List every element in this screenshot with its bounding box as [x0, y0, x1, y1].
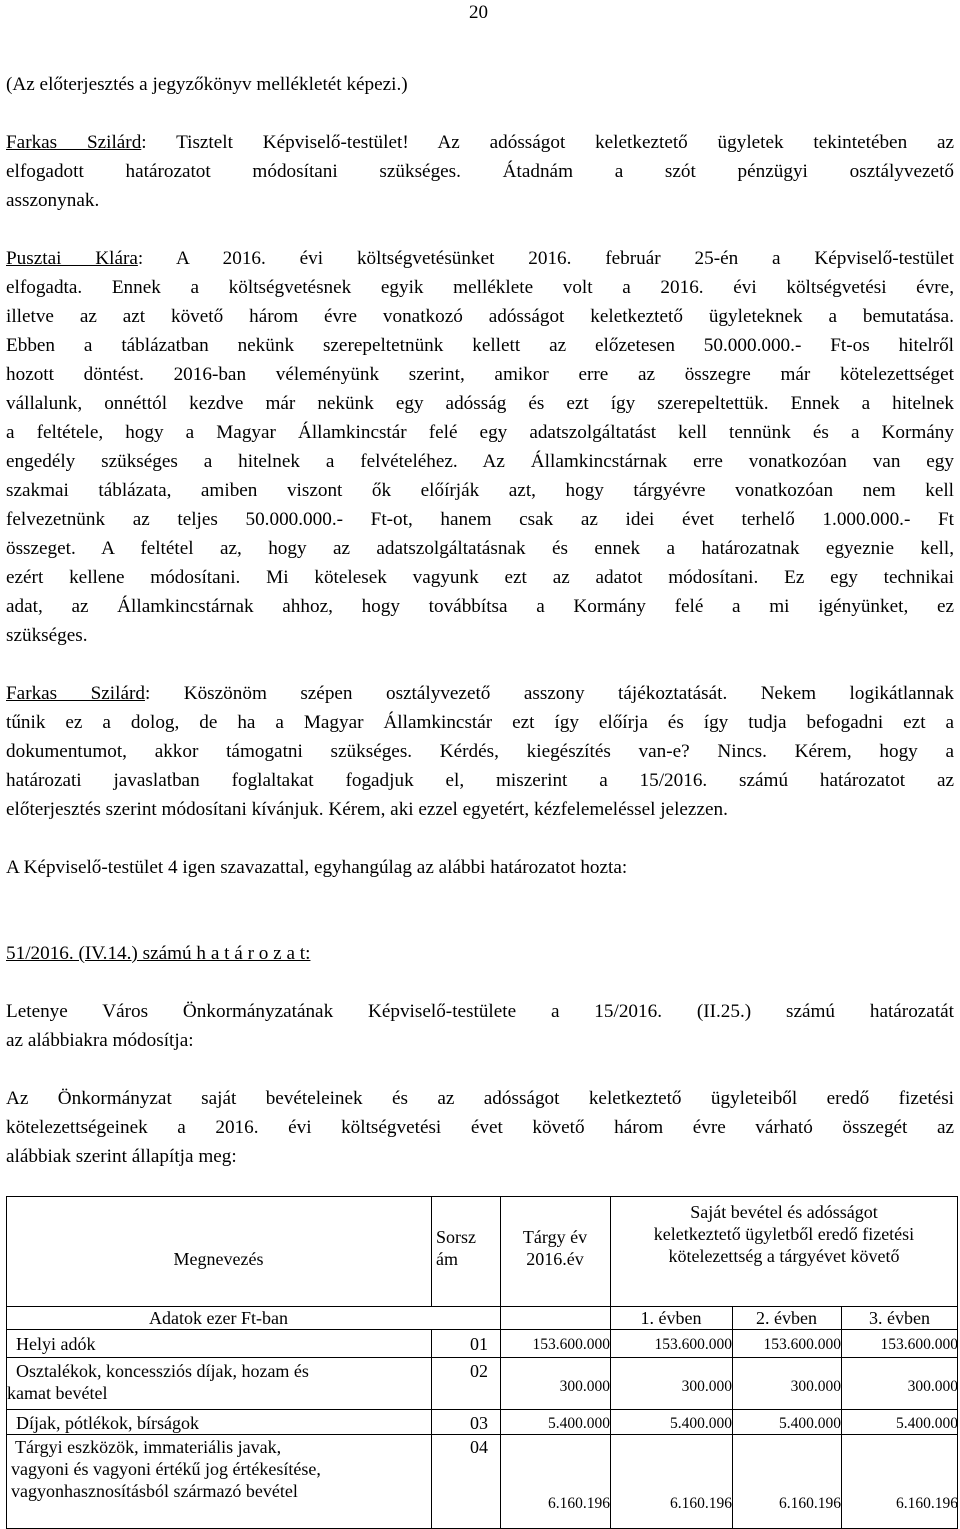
- attachment-note: (Az előterjesztés a jegyzőkönyv mellékletét képezi.): [6, 74, 408, 95]
- speaker-name: Pusztai Klára: [6, 248, 138, 269]
- value-text: 6.160.196: [896, 1495, 958, 1512]
- speech-line: szükséges.: [6, 625, 88, 646]
- resolution-line: Az Önkormányzat saját bevételeinek és az adósságot keletkeztető ügyleteiből eredő fizetési: [6, 1088, 954, 1109]
- header-targyev-line2: 2016.év: [526, 1249, 584, 1269]
- value-text: 5.400.000: [670, 1415, 732, 1432]
- speech-line: Ebben a táblázatban nekünk szerepeltetnünk kellett az előzetesen 50.000.000.- Ft-os hitelről: [6, 335, 954, 356]
- header-sajat-line1: Saját bevétel és adósságot: [690, 1202, 878, 1222]
- speech-line: elfogadta. Ennek a költségvetésnek egyik melléklete volt a 2016. évi költségvetési évre,: [6, 277, 954, 298]
- header-targyev-line1: Tárgy év: [522, 1227, 588, 1247]
- row-name-line: kamat bevétel: [7, 1383, 108, 1403]
- value-text: 153.600.000: [532, 1336, 610, 1353]
- header-targyev: [500, 1226, 610, 1270]
- table-row-name: Helyi adók: [16, 1334, 96, 1354]
- speech-line: tűnik ez a dolog, de ha a Magyar Államkincstár ezt így előírja és így tudja befogadni ezt a: [6, 712, 954, 733]
- resolution-title-text: 51/2016. (IV.14.) számú h a t á r o z a t:: [6, 943, 311, 964]
- value-text: 300.000: [907, 1378, 958, 1395]
- table-row-name: [7, 1360, 309, 1404]
- header-sorszam-line1: Sorsz: [436, 1227, 476, 1247]
- year1-label: 1. évben: [640, 1308, 702, 1328]
- table-cell-value: [500, 1493, 610, 1515]
- table-cell-value: [841, 1413, 958, 1435]
- value-text: 153.600.000: [763, 1336, 841, 1353]
- debt-table: [6, 1196, 958, 1529]
- row-name-line: Osztalékok, koncessziós díjak, hozam és: [16, 1361, 309, 1381]
- speech-line: adat, az Államkincstárnak ahhoz, hogy továbbítsa a Kormány felé a mi igényünket, ez: [6, 596, 954, 617]
- speech-text: : Tisztelt Képviselő-testület! Az adósságot keletkeztető ügyletek tekintetében az: [141, 132, 954, 153]
- value-text: 5.400.000: [779, 1415, 841, 1432]
- table-cell-value: [610, 1334, 732, 1356]
- speech-line: asszonynak.: [6, 190, 100, 211]
- table-cell-value: [841, 1493, 958, 1515]
- table-row-name: Díjak, pótlékok, bírságok: [16, 1413, 199, 1433]
- speech-text: : A 2016. évi költségvetésünket 2016. február 25-én a Képviselő-testület: [137, 248, 955, 269]
- table-cell-value: [610, 1413, 732, 1435]
- table-row-code: 02: [470, 1361, 488, 1381]
- table-cell-value: [732, 1413, 841, 1435]
- speech-line: vállalunk, onnéttól kezdve már nekünk egy adósság és ezt így szerepeltettük. Ennek a hitelnek: [6, 393, 954, 414]
- speaker-name: Farkas Szilárd: [6, 683, 145, 704]
- row-name-line: vagyonhasznosításból származó bevétel: [11, 1481, 298, 1501]
- speech-line: [6, 681, 954, 707]
- year2-label: 2. évben: [756, 1308, 817, 1328]
- speech-line: elfogadott határozatot módosítani szükséges. Átadnám a szót pénzügyi osztályvezető: [6, 161, 954, 182]
- table-row-code: 04: [470, 1437, 488, 1457]
- value-text: 300.000: [790, 1378, 841, 1395]
- resolution-line: Letenye Város Önkormányzatának Képviselő-testülete a 15/2016. (II.25.) számú határozatát: [6, 1001, 954, 1022]
- speech-line: illetve az azt követő három évre vonatkozó adósságot keletkeztető ügyleteknek a bemutatása.: [6, 306, 954, 327]
- value-text: 153.600.000: [654, 1336, 732, 1353]
- vote-result: A Képviselő-testület 4 igen szavazattal, egyhangúlag az alábbi határozatot hozta:: [6, 857, 628, 878]
- value-text: 153.600.000: [880, 1336, 958, 1353]
- table-cell-value: [500, 1376, 610, 1398]
- value-text: 300.000: [559, 1378, 610, 1395]
- table-rule: [6, 1196, 958, 1197]
- speech-line: ezért kellene módosítani. Mi kötelesek vagyunk ezt az adatot módosítani. Ez egy technikai: [6, 567, 954, 588]
- row-name-line: Tárgyi eszközök, immateriális javak,: [15, 1437, 282, 1457]
- value-text: 5.400.000: [896, 1415, 958, 1432]
- value-text: 5.400.000: [548, 1415, 610, 1432]
- header-sajat-bevetel: [610, 1201, 958, 1267]
- speech-line: szakmai táblázata, amiben viszont ők előírják azt, hogy tárgyévre vonatkozóan nem kell: [6, 480, 954, 501]
- value-text: 6.160.196: [779, 1495, 841, 1512]
- row-name-line: vagyoni és vagyoni értékű jog értékesítése,: [11, 1459, 321, 1479]
- header-sajat-line3: kötelezettség a tárgyévet követő: [668, 1246, 900, 1266]
- speech-line: felvezetnünk az teljes 50.000.000.- Ft-ot, hanem csak az idei évet terhelő 1.000.000.- Ft: [6, 509, 954, 530]
- speaker-name: Farkas Szilárd: [6, 132, 142, 153]
- table-row-code: 03: [470, 1413, 488, 1433]
- table-rule: [431, 1329, 432, 1529]
- table-cell-value: [732, 1493, 841, 1515]
- speech-line: összeget. A feltétel az, hogy az adatszolgáltatásnak és ennek a határozatnak egyeznie kell,: [6, 538, 954, 559]
- table-rule: [431, 1196, 432, 1306]
- table-cell-value: [841, 1376, 958, 1398]
- header-sajat-line2: keletkeztető ügyletből eredő fizetési: [653, 1224, 915, 1244]
- units-label: Adatok ezer Ft-ban: [149, 1308, 288, 1328]
- table-cell-value: [732, 1334, 841, 1356]
- table-cell-value: [500, 1334, 610, 1356]
- value-text: 6.160.196: [670, 1495, 732, 1512]
- header-sorszam-line2: ám: [436, 1249, 458, 1269]
- resolution-title: [6, 941, 954, 967]
- resolution-line: kötelezettségeinek a 2016. évi költségvetési évet követő három évre várható összegét az: [6, 1117, 954, 1138]
- header-megnevezes: Megnevezés: [173, 1249, 264, 1269]
- table-rule: [6, 1409, 958, 1410]
- resolution-line: alábbiak szerint állapítja meg:: [6, 1146, 237, 1167]
- speech-text: : Köszönöm szépen osztályvezető asszony tájékoztatását. Nekem logikátlannak: [144, 683, 954, 704]
- table-rule: [6, 1196, 7, 1529]
- table-rule: [6, 1357, 958, 1358]
- value-text: 6.160.196: [548, 1495, 610, 1512]
- speech-line: hozott döntést. 2016-ban véleményünk szerint, amikor erre az összegre már kötelezettséget: [6, 364, 954, 385]
- table-cell-value: [610, 1376, 732, 1398]
- speech-line: [6, 130, 954, 156]
- header-sorszam: [436, 1226, 498, 1270]
- table-row-name: [11, 1436, 321, 1502]
- page-number: 20: [469, 2, 488, 23]
- table-row-code: 01: [470, 1334, 488, 1354]
- value-text: 300.000: [681, 1378, 732, 1395]
- table-cell-value: [610, 1493, 732, 1515]
- speech-line: engedély szükséges a hitelnek a felvételéhez. Az Államkincstárnak erre vonatkozóan van egy: [6, 451, 954, 472]
- table-rule: [6, 1329, 958, 1330]
- speech-line: előterjesztés szerint módosítani kívánjuk. Kérem, aki ezzel egyetért, kézfelemeléssel jelezzen.: [6, 799, 728, 820]
- table-cell-value: [732, 1376, 841, 1398]
- speech-line: a feltétele, hogy a Magyar Államkincstár felé egy adatszolgáltatást kell tennünk és a Kormány: [6, 422, 954, 443]
- resolution-line: az alábbiakra módosítja:: [6, 1030, 194, 1051]
- table-cell-value: [841, 1334, 958, 1356]
- year3-label: 3. évben: [869, 1308, 930, 1328]
- speech-line: határozati javaslatban foglaltakat fogadjuk el, miszerint a 15/2016. számú határozatot az: [6, 770, 954, 791]
- table-cell-value: [500, 1413, 610, 1435]
- speech-line: [6, 246, 954, 272]
- speech-line: dokumentumot, akkor támogatni szükséges. Kérdés, kiegészítés van-e? Nincs. Kérem, hogy a: [6, 741, 954, 762]
